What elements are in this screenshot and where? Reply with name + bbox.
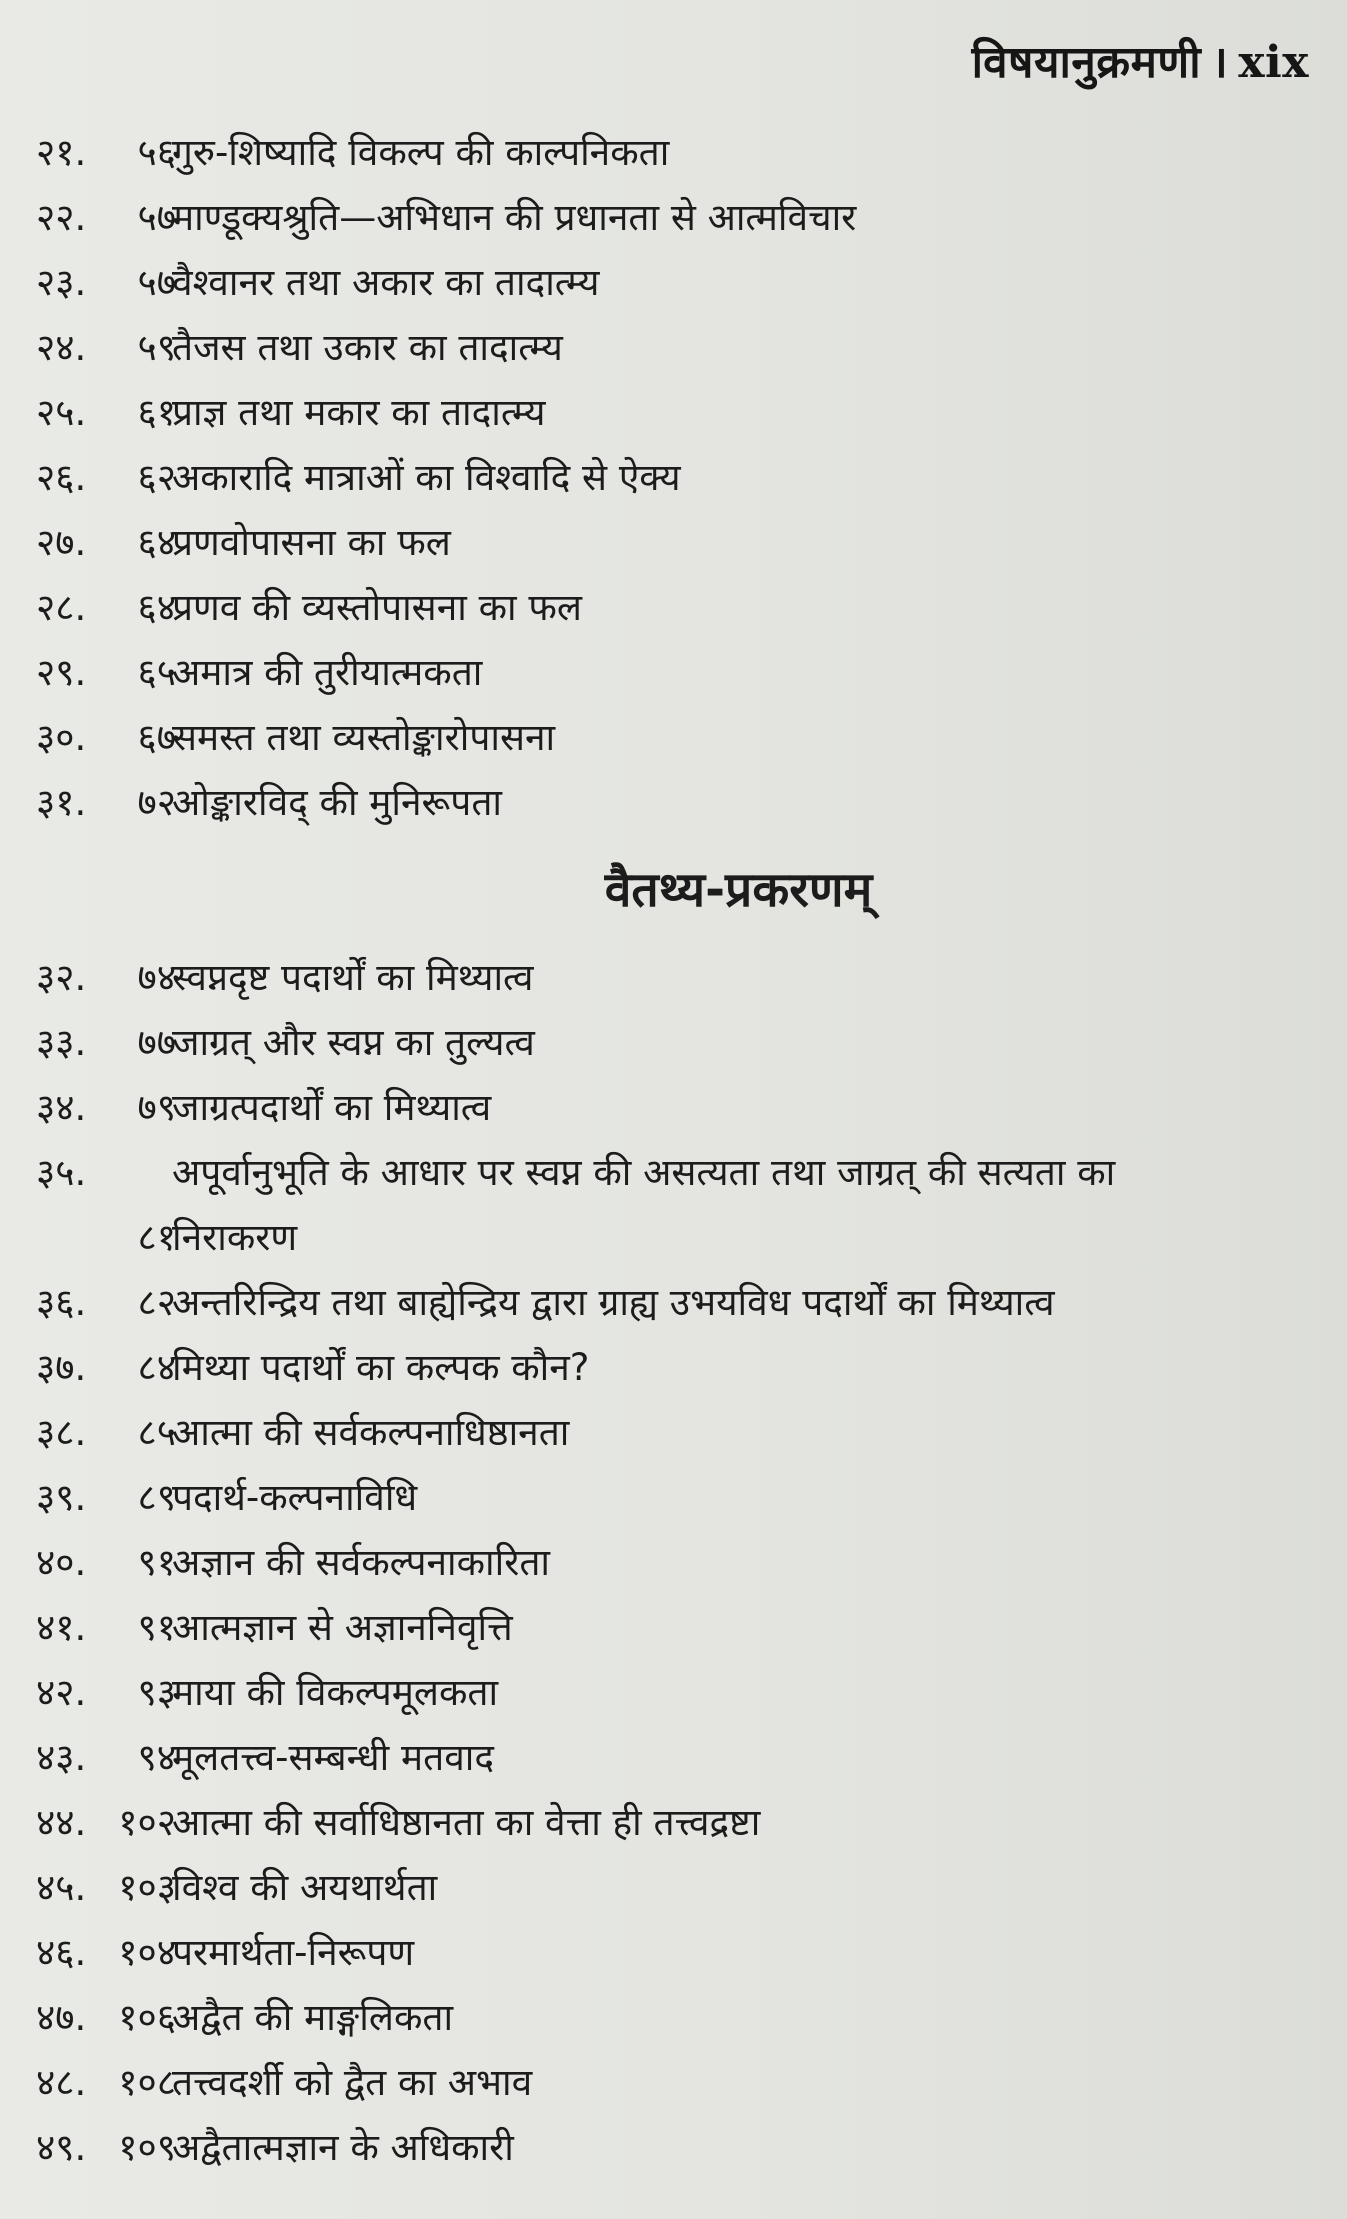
entry-number: ४२. (36, 1671, 87, 1714)
entry-page: ६५ (137, 651, 176, 694)
entry-page: ८९ (137, 1476, 176, 1519)
entry-number: २६. (36, 456, 87, 499)
toc-entry (36, 1660, 1311, 1725)
toc-entry (36, 1530, 1311, 1595)
entry-page: ७७ (137, 1021, 176, 1064)
entry-number: ४३. (36, 1736, 87, 1779)
entry-page: ७९ (137, 1086, 176, 1129)
toc-entry (36, 1335, 1311, 1400)
entry-number: २८. (36, 586, 87, 629)
entry-title: माण्डूक्यश्रुति—अभिधान की प्रधानता से आत्मविचार (172, 196, 857, 239)
entry-page: ७२ (137, 781, 176, 824)
toc-entry (36, 1790, 1311, 1855)
entry-page: ८२ (137, 1281, 176, 1324)
entry-title: आत्मज्ञान से अज्ञाननिवृत्ति (172, 1606, 513, 1649)
entry-number: २१. (36, 131, 87, 174)
toc-entry (36, 1855, 1311, 1920)
entry-title: पदार्थ-कल्पनाविधि (172, 1476, 418, 1519)
entry-title: अकारादि मात्राओं का विश्वादि से ऐक्य (172, 456, 681, 499)
entry-number: ३६. (36, 1281, 87, 1324)
entry-page: ६२ (137, 456, 176, 499)
section-heading: वैतथ्य-प्रकरणम् (604, 862, 873, 918)
toc-entry (36, 575, 1311, 640)
entry-title: अद्वैतात्मज्ञान के अधिकारी (172, 2126, 514, 2169)
entry-page: ६७ (137, 716, 176, 759)
entry-title: अज्ञान की सर्वकल्पनाकारिता (172, 1541, 551, 1584)
toc-entry (36, 315, 1311, 380)
header-title: विषयानुक्रमणी (971, 37, 1202, 88)
toc-entry (36, 1985, 1311, 2050)
entry-page: ५६ (137, 131, 176, 174)
entry-page: ५७ (137, 196, 176, 239)
entry-title: अन्तरिन्द्रिय तथा बाह्येन्द्रिय द्वारा ग्राह्य उभयविध पदार्थों का मिथ्यात्व (172, 1281, 1055, 1324)
toc-entry (36, 945, 1311, 1010)
entry-page: १०९ (118, 2126, 176, 2169)
entry-number: २४. (36, 326, 87, 369)
toc-entry (36, 1725, 1311, 1790)
entry-number: ३३. (36, 1021, 87, 1064)
entry-page: ९१ (137, 1541, 176, 1584)
entry-title: तैजस तथा उकार का तादात्म्य (172, 326, 563, 369)
toc-entry (36, 185, 1311, 250)
entry-title: प्रणव की व्यस्तोपासना का फल (172, 586, 582, 629)
entry-page: ८४ (137, 1346, 176, 1389)
entry-title: परमार्थता-निरूपण (172, 1931, 415, 1974)
toc-entry (36, 1140, 1311, 1270)
entry-number: २३. (36, 261, 87, 304)
entry-number: ४८. (36, 2061, 87, 2104)
toc-entry (36, 2115, 1311, 2180)
entry-page: ८१ (137, 1216, 176, 1259)
entry-title: तत्त्वदर्शी को द्वैत का अभाव (172, 2061, 533, 2104)
toc-entry (36, 705, 1311, 770)
entry-page: १०६ (118, 1996, 176, 2039)
entry-number: ३२. (36, 956, 87, 999)
entry-title: अद्वैत की माङ्गलिकता (172, 1996, 454, 2039)
entry-page: ९१ (137, 1606, 176, 1649)
entry-title: ओङ्कारविद् की मुनिरूपता (172, 781, 502, 824)
entry-number: ४४. (36, 1801, 87, 1844)
entry-page: ९४ (137, 1736, 176, 1779)
entry-title: जाग्रत्पदार्थों का मिथ्यात्व (172, 1086, 492, 1129)
toc-entry (36, 1010, 1311, 1075)
entry-number: ४७. (36, 1996, 87, 2039)
table-of-contents (36, 120, 1311, 2180)
entry-number: ४०. (36, 1541, 87, 1584)
entry-title: स्वप्नदृष्ट पदार्थों का मिथ्यात्व (172, 956, 534, 999)
toc-entry (36, 2050, 1311, 2115)
entry-number: ४९. (36, 2126, 87, 2169)
entry-title: गुरु-शिष्यादि विकल्प की काल्पनिकता (172, 131, 670, 174)
entry-page: ६१ (137, 391, 176, 434)
toc-entry (36, 1270, 1311, 1335)
entry-page: ५९ (137, 326, 176, 369)
entry-title: वैश्वानर तथा अकार का तादात्म्य (172, 261, 600, 304)
entry-title: प्रणवोपासना का फल (172, 521, 451, 564)
entry-title: अमात्र की तुरीयात्मकता (172, 651, 483, 694)
toc-entry (36, 770, 1311, 835)
entry-page: ६४ (137, 521, 176, 564)
entry-number: ४५. (36, 1866, 87, 1909)
entry-title: विश्व की अयथार्थता (172, 1866, 438, 1909)
entry-number: २२. (36, 196, 87, 239)
entry-number: ३४. (36, 1086, 87, 1129)
entry-number: २९. (36, 651, 87, 694)
entry-number: २५. (36, 391, 87, 434)
entry-number: २७. (36, 521, 87, 564)
entry-page: ९३ (137, 1671, 176, 1714)
toc-entry (36, 120, 1311, 185)
entry-title: समस्त तथा व्यस्तोङ्कारोपासना (172, 716, 556, 759)
toc-entry (36, 640, 1311, 705)
toc-entry (36, 1920, 1311, 1985)
entry-number: ३०. (36, 716, 87, 759)
toc-entry (36, 1465, 1311, 1530)
toc-entry (36, 1400, 1311, 1465)
entry-title: आत्मा की सर्वकल्पनाधिष्ठानता (172, 1411, 570, 1454)
entry-title: प्राज्ञ तथा मकार का तादात्म्य (172, 391, 546, 434)
entry-page: ५७ (137, 261, 176, 304)
entry-number: ३७. (36, 1346, 87, 1389)
entry-title: मिथ्या पदार्थों का कल्पक कौन? (172, 1346, 590, 1389)
toc-entry (36, 445, 1311, 510)
entry-number: ३५. (36, 1151, 87, 1194)
entry-number: ३९. (36, 1476, 87, 1519)
entry-page: १०८ (118, 2061, 176, 2104)
entry-number: ३१. (36, 781, 87, 824)
entry-page: १०३ (118, 1866, 176, 1909)
toc-entry (36, 380, 1311, 445)
entry-title: जाग्रत् और स्वप्न का तुल्यत्व (172, 1021, 535, 1064)
header-page-number: xix (1238, 37, 1309, 88)
entry-title: मूलतत्त्व-सम्बन्धी मतवाद (172, 1736, 495, 1779)
entry-page: १०२ (118, 1801, 176, 1844)
entry-page: ६४ (137, 586, 176, 629)
entry-title: अपूर्वानुभूति के आधार पर स्वप्न की असत्यता तथा जाग्रत् की सत्यता का निराकरण (172, 1151, 1116, 1259)
entry-title: माया की विकल्पमूलकता (172, 1671, 499, 1714)
entry-number: ४१. (36, 1606, 87, 1649)
entry-title: आत्मा की सर्वाधिष्ठानता का वेत्ता ही तत्त्वद्रष्टा (172, 1801, 761, 1844)
entry-page: ७४ (137, 956, 176, 999)
entry-page: ८५ (137, 1411, 176, 1454)
entry-number: ४६. (36, 1931, 87, 1974)
running-header (972, 30, 1309, 90)
toc-entry (36, 510, 1311, 575)
toc-entry (36, 1595, 1311, 1660)
toc-entry (36, 1075, 1311, 1140)
entry-page: १०४ (118, 1931, 176, 1974)
toc-entry (36, 250, 1311, 315)
header-separator: । (1211, 37, 1229, 88)
entry-number: ३८. (36, 1411, 87, 1454)
